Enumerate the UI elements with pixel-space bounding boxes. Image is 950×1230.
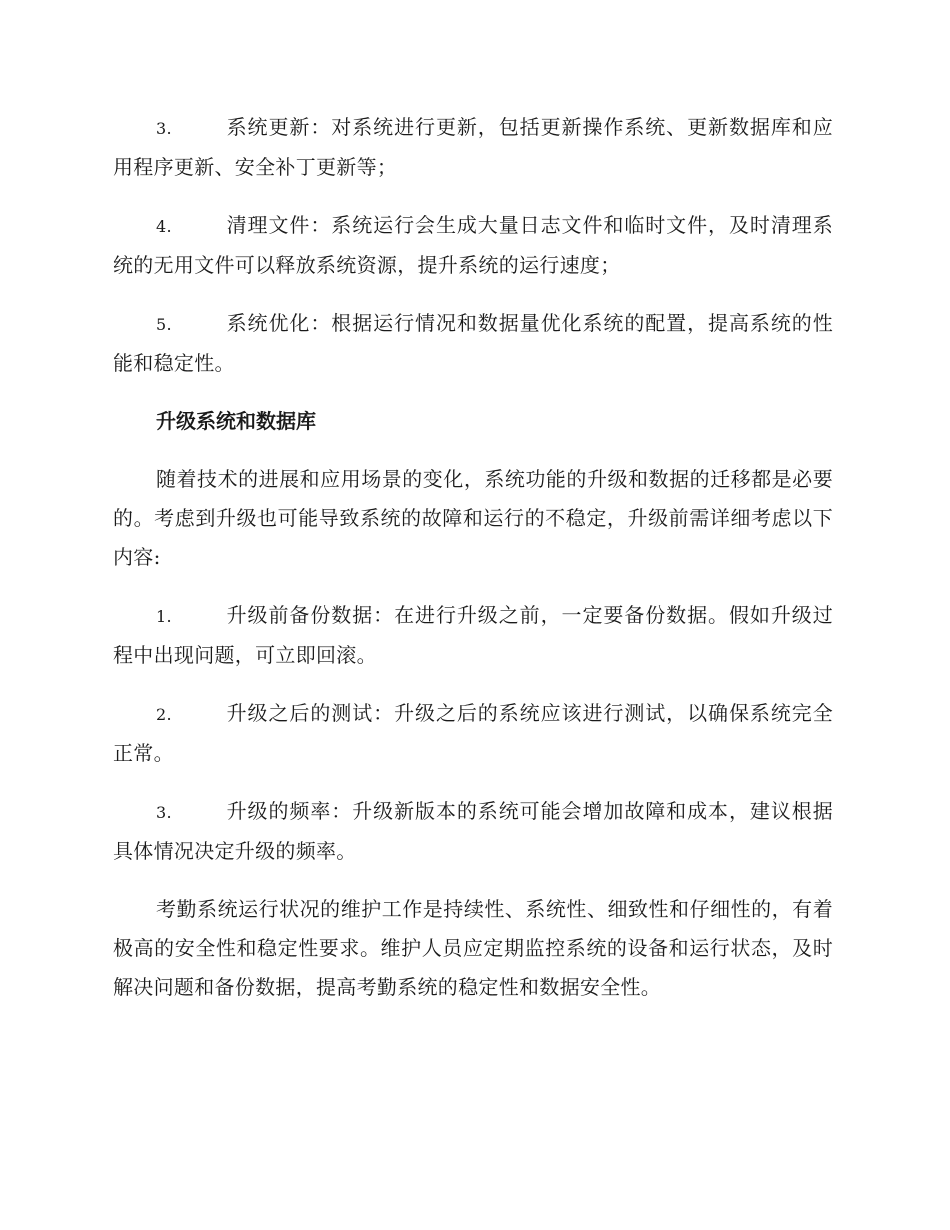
list-item-text: 升级之后的测试：升级之后的系统应该进行测试，以确保系统完全正常。	[113, 701, 833, 765]
closing-paragraph: 考勤系统运行状况的维护工作是持续性、系统性、细致性和仔细性的，有着极高的安全性和稳定性要求。维护人员应定期监控系统的设备和运行状态，及时解决问题和备份数据，提高考勤系统的稳定性和数据安全性。	[113, 897, 833, 999]
list-item-text: 系统优化：根据运行情况和数据量优化系统的配置，提高系统的性能和稳定性。	[113, 311, 833, 375]
list-item	[113, 108, 833, 187]
list-item	[113, 304, 833, 383]
document-body	[113, 108, 833, 1026]
section-heading: 升级系统和数据库	[156, 409, 316, 433]
list-item-text: 升级前备份数据：在进行升级之前，一定要备份数据。假如升级过程中出现问题，可立即回滚。	[113, 603, 833, 667]
list-item	[113, 206, 833, 285]
list-item-number: 3.	[156, 803, 172, 822]
list-item-number: 1.	[156, 607, 172, 626]
list-item-text: 升级的频率：升级新版本的系统可能会增加故障和成本，建议根据具体情况决定升级的频率。	[113, 799, 833, 863]
intro-paragraph: 随着技术的进展和应用场景的变化，系统功能的升级和数据的迁移都是必要的。考虑到升级也可能导致系统的故障和运行的不稳定，升级前需详细考虑以下内容:	[113, 467, 833, 569]
list-item-number: 2.	[156, 705, 172, 724]
list-item	[113, 792, 833, 871]
list-item-text: 系统更新：对系统进行更新，包括更新操作系统、更新数据库和应用程序更新、安全补丁更新等；	[113, 115, 833, 179]
list-item	[113, 694, 833, 773]
list-item-number: 3.	[156, 119, 172, 138]
list-item-number: 4.	[156, 217, 172, 236]
list-item	[113, 596, 833, 675]
list-item-text: 清理文件：系统运行会生成大量日志文件和临时文件，及时清理系统的无用文件可以释放系统资源，提升系统的运行速度；	[113, 213, 833, 277]
list-item-number: 5.	[156, 315, 172, 334]
